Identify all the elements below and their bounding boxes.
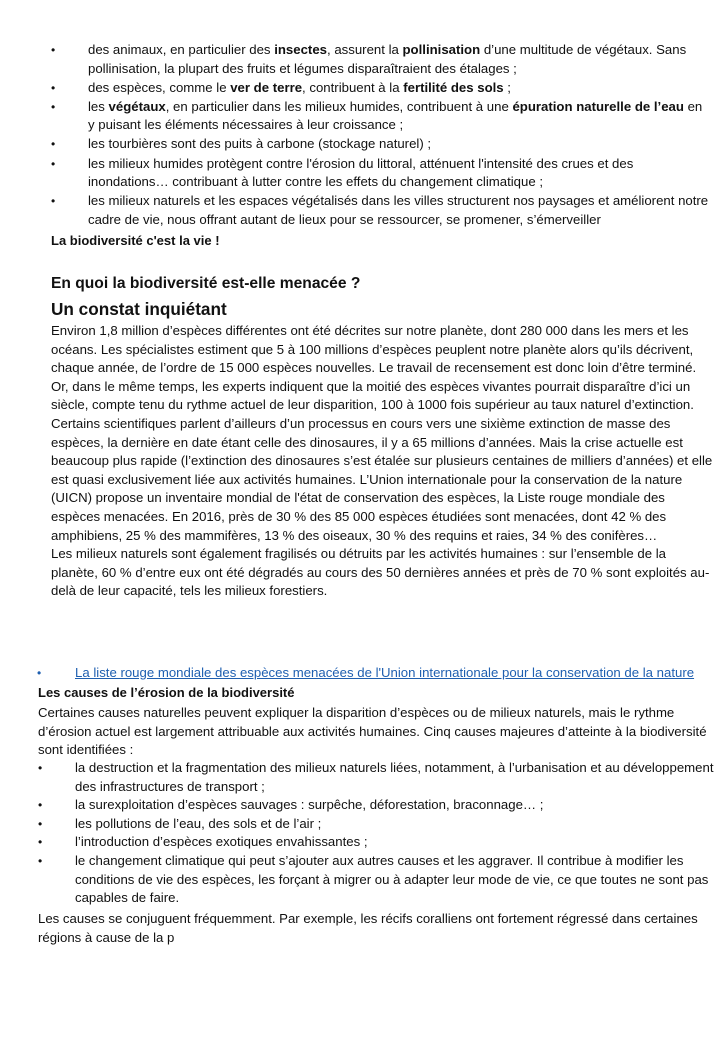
bold-text: insectes <box>274 42 327 57</box>
cause-text: les pollutions de l’eau, des sols et de l’air ; <box>75 815 322 831</box>
cause-item <box>38 852 715 908</box>
cause-text: la destruction et la fragmentation des milieux naturels liées, notamment, à l’urbanisation et au développement des infrastructures de transport ; <box>75 760 714 794</box>
cause-text: le changement climatique qui peut s’ajouter aux autres causes et les aggraver. Il contribue à modifier les conditions de vie des espèces, les forçant à migrer ou à adapter leur mode de vie, ce que toutes ne sont pas capables de faire. <box>75 852 709 906</box>
list-item <box>51 79 712 98</box>
text: les tourbières sont des puits à carbone (stockage naturel) ; <box>88 136 432 152</box>
text: , assurent la <box>327 42 403 57</box>
bullet-icon: • <box>51 80 56 95</box>
bold-text: épuration naturelle de l’eau <box>512 98 684 114</box>
list-item <box>51 192 712 229</box>
causes-title: Les causes de l’érosion de la biodiversité <box>38 685 295 700</box>
cause-item <box>38 815 715 834</box>
cause-item <box>38 796 715 815</box>
text: ; <box>503 79 511 95</box>
list-item <box>51 155 712 192</box>
constat-paragraphs <box>51 322 716 601</box>
cause-item <box>38 759 715 796</box>
heading-menace: En quoi la biodiversité est-elle menacée ? <box>51 275 361 292</box>
text: les milieux humides protègent contre l'érosion du littoral, atténuent l'intensité des crues et des inondations… contribuant à lutter contre les effets du changement climatique ; <box>88 155 634 190</box>
bold-text: fertilité des sols <box>403 79 504 95</box>
list-item <box>51 98 712 135</box>
text: les <box>88 98 109 114</box>
text: des animaux, en particulier des <box>88 42 275 57</box>
bullet-icon: • <box>38 835 43 850</box>
text: , contribuent à la <box>302 79 404 95</box>
red-list-link[interactable]: La liste rouge mondiale des espèces menacées de l'Union internationale pour la conservation de la nature <box>75 665 695 680</box>
bold-text: ver de terre <box>230 79 303 95</box>
bullet-icon: • <box>51 137 56 152</box>
bold-text: pollinisation <box>402 42 481 57</box>
causes-list <box>38 759 715 908</box>
paragraph: Environ 1,8 million d’espèces différentes ont été décrites sur notre planète, dont 280 000 dans les mers et les océans. Les spécialistes estiment que 5 à 100 millions d’espèces peuplent notre planète alors qu’ils décrivent, chaque année, de l’ordre de 15 000 espèces nouvelles. Le travail de recensement est donc loin d’être terminé. <box>51 323 697 376</box>
bullet-icon: • <box>51 43 56 57</box>
list-item <box>51 135 712 154</box>
closing-statement: La biodiversité c'est la vie ! <box>51 233 220 248</box>
bullet-icon: • <box>51 156 56 171</box>
heading-constat: Un constat inquiétant <box>51 299 227 319</box>
bullet-icon: • <box>51 194 56 209</box>
text: d’une multitude de végétaux. Sans pollinisation, la plupart des fruits et légumes disparaîtraient des étalages ; <box>88 42 687 76</box>
bullet-icon: • <box>37 666 42 680</box>
bullet-icon: • <box>38 761 43 775</box>
conclusion-text: Les causes se conjuguent fréquemment. Par exemple, les récifs coralliens ont fortement régressé dans certaines régions à cause de la p <box>38 911 698 945</box>
list-item <box>51 41 712 78</box>
text: , en particulier dans les milieux humides, contribuent à une <box>165 98 513 114</box>
bullet-icon: • <box>38 816 43 831</box>
text: des espèces, comme le <box>88 79 231 95</box>
paragraph: Les milieux naturels sont également fragilisés ou détruits par les activités humaines : sur l’ensemble de la planète, 60 % d’entre eux ont été dégradés au cours des 50 dernières années et près de 70 % sont exploités au-delà de leur capacité, tels les milieux forestiers. <box>51 546 710 599</box>
text: les milieux naturels et les espaces végétalisés dans les villes structurent nos paysages et améliorent notre cadre de vie, nous offrant autant de lieux pour se ressourcer, se promener, s’émerveiller <box>88 193 709 227</box>
paragraph: Or, dans le même temps, les experts indiquent que la moitié des espèces vivantes pourrait disparaître d’ici un siècle, compte tenu du rythme actuel de leur disparition, 100 à 1000 fois supérieur au taux naturel d’extinction. Certains scientifiques parlent d’ailleurs d’un processus en cours vers une sixième extinction de masse des espèces, la dernière en date étant celle des dinosaures, il y a 65 millions d’années. Mais la crise actuelle est beaucoup plus rapide (l’extinction des dinosaures s’est étalée sur plusieurs centaines de milliers d’années) et elle est quasi exclusivement liée aux activités humaines. L’Union internationale pour la conservation de la nature (UICN) propose un inventaire mondial de l'état de conservation des espèces, la Liste rouge mondiale des espèces menacées. En 2016, près de 30 % des 85 000 espèces étudiées sont menacées, dont 42 % des amphibiens, 25 % des mammifères, 13 % des oiseaux, 30 % des requins et raies, 34 % des conifères… <box>51 378 713 543</box>
text: en y puisant les éléments nécessaires à leur croissance ; <box>88 98 703 133</box>
cause-item <box>38 833 715 852</box>
cause-text: l’introduction d’espèces exotiques envahissantes ; <box>75 834 368 850</box>
bullet-icon: • <box>38 798 43 813</box>
cause-text: la surexploitation d’espèces sauvages : surpêche, déforestation, braconnage… ; <box>75 797 544 813</box>
causes-intro: Certaines causes naturelles peuvent expliquer la disparition d’espèces ou de milieux naturels, mais le rythme d’érosion actuel est largement attribuable aux activités humaines. Cinq causes majeures d’atteinte à la biodiversité sont identifiées : <box>38 705 707 758</box>
bullet-icon: • <box>51 99 56 114</box>
bullet-icon: • <box>38 853 43 868</box>
bold-text: végétaux <box>108 98 166 114</box>
benefits-list <box>51 41 712 230</box>
